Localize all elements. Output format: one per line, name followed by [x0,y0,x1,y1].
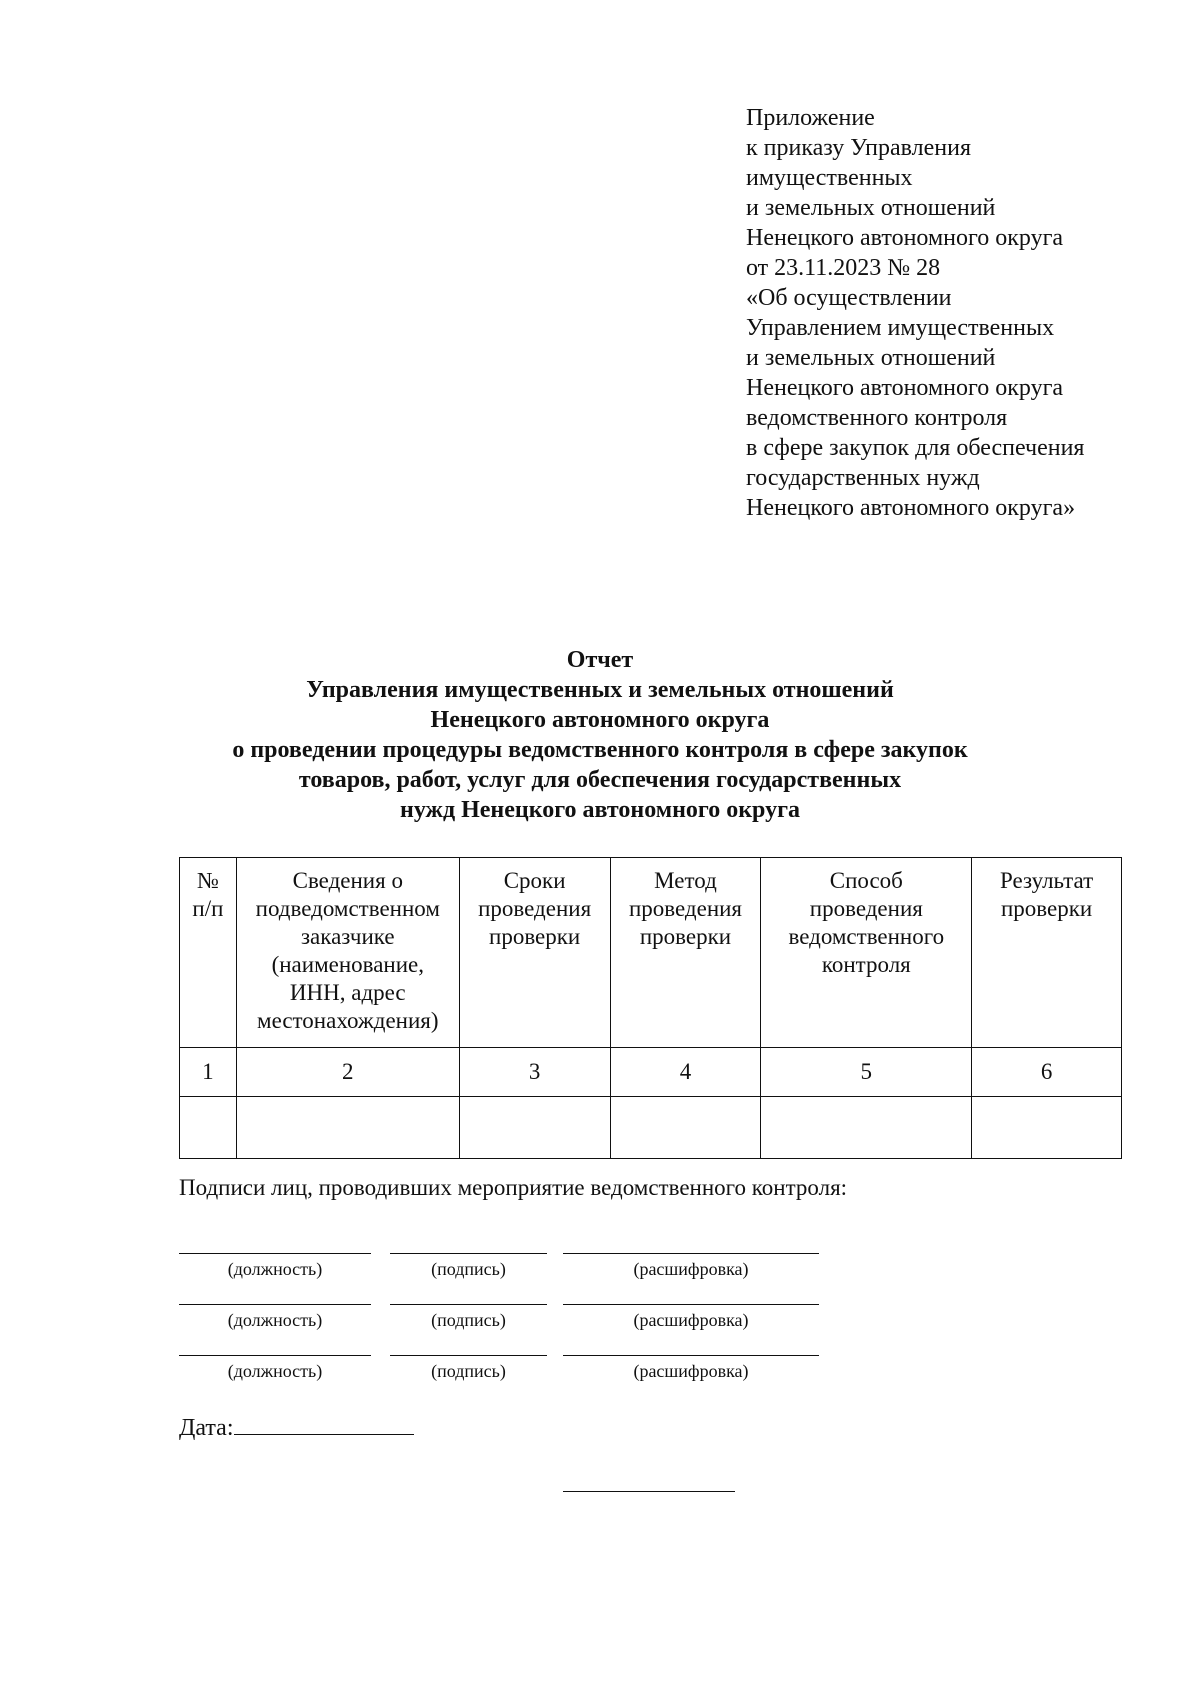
appendix-line: Ненецкого автономного округа [746,225,1064,251]
report-title [150,645,1050,825]
header-cell-customer: Сведения о подведомственном заказчике (наименование, ИНН, адрес местонахождения) [236,858,459,1048]
title-line: нужд Ненецкого автономного округа [400,797,800,823]
date-line [234,1410,414,1435]
appendix-line: и земельных отношений [746,345,996,371]
header-cell-terms: Сроки проведения проверки [459,858,610,1048]
appendix-line: Ненецкого автономного округа» [746,495,1076,521]
title-line: о проведении процедуры ведомственного контроля в сфере закупок [232,737,968,763]
number-cell: 3 [459,1048,610,1097]
empty-cell [610,1097,761,1159]
report-table [179,857,1122,1159]
appendix-line: «Об осуществлении [746,285,952,311]
signature-caption: (подпись) [431,1361,506,1381]
empty-cell [761,1097,972,1159]
appendix-line: к приказу Управления [746,135,972,161]
signature-line [390,1253,547,1254]
appendix-line: Управлением имущественных [746,315,1055,341]
number-cell: 1 [180,1048,237,1097]
header-cell-result: Результат проверки [972,858,1122,1048]
header-cell-way: Способ проведения ведомственного контроля [761,858,972,1048]
number-cell: 5 [761,1048,972,1097]
appendix-line: государственных нужд [746,465,980,491]
signature-caption: (подпись) [431,1259,506,1279]
name-caption: (расшифровка) [633,1259,749,1279]
table-header-row [180,858,1122,1048]
table-empty-row [180,1097,1122,1159]
title-line: товаров, работ, услуг для обеспечения государственных [298,767,902,793]
signature-row [0,1253,1200,1293]
date-label: Дата: [179,1415,234,1441]
position-caption: (должность) [227,1259,323,1279]
end-separator [563,1491,735,1492]
name-line [563,1355,819,1356]
number-cell: 4 [610,1048,761,1097]
position-line [179,1253,371,1254]
appendix-line: имущественных [746,165,913,191]
position-line [179,1355,371,1356]
appendix-block [746,103,1166,523]
empty-cell [180,1097,237,1159]
position-line [179,1304,371,1305]
name-line [563,1253,819,1254]
header-cell-method: Метод проведения проверки [610,858,761,1048]
appendix-line: в сфере закупок для обеспечения [746,435,1085,461]
signature-line [390,1355,547,1356]
number-cell: 6 [972,1048,1122,1097]
signature-caption: (подпись) [431,1310,506,1330]
name-caption: (расшифровка) [633,1310,749,1330]
number-cell: 2 [236,1048,459,1097]
empty-cell [972,1097,1122,1159]
signature-row [0,1304,1200,1344]
appendix-line: Ненецкого автономного округа [746,375,1064,401]
table-number-row [180,1048,1122,1097]
name-line [563,1304,819,1305]
position-caption: (должность) [227,1310,323,1330]
title-line: Управления имущественных и земельных отношений [306,677,894,703]
title-line: Ненецкого автономного округа [430,707,770,733]
appendix-line: Приложение [746,105,875,131]
header-cell-number: № п/п [180,858,237,1048]
name-caption: (расшифровка) [633,1361,749,1381]
empty-cell [459,1097,610,1159]
title-line: Отчет [566,647,634,673]
signature-row [0,1355,1200,1395]
position-caption: (должность) [227,1361,323,1381]
appendix-line: от 23.11.2023 № 28 [746,255,941,281]
empty-cell [236,1097,459,1159]
signatures-title: Подписи лиц, проводивших мероприятие ведомственного контроля: [179,1175,848,1200]
appendix-line: и земельных отношений [746,195,996,221]
date-field [179,1410,414,1442]
appendix-line: ведомственного контроля [746,405,1008,431]
signature-line [390,1304,547,1305]
